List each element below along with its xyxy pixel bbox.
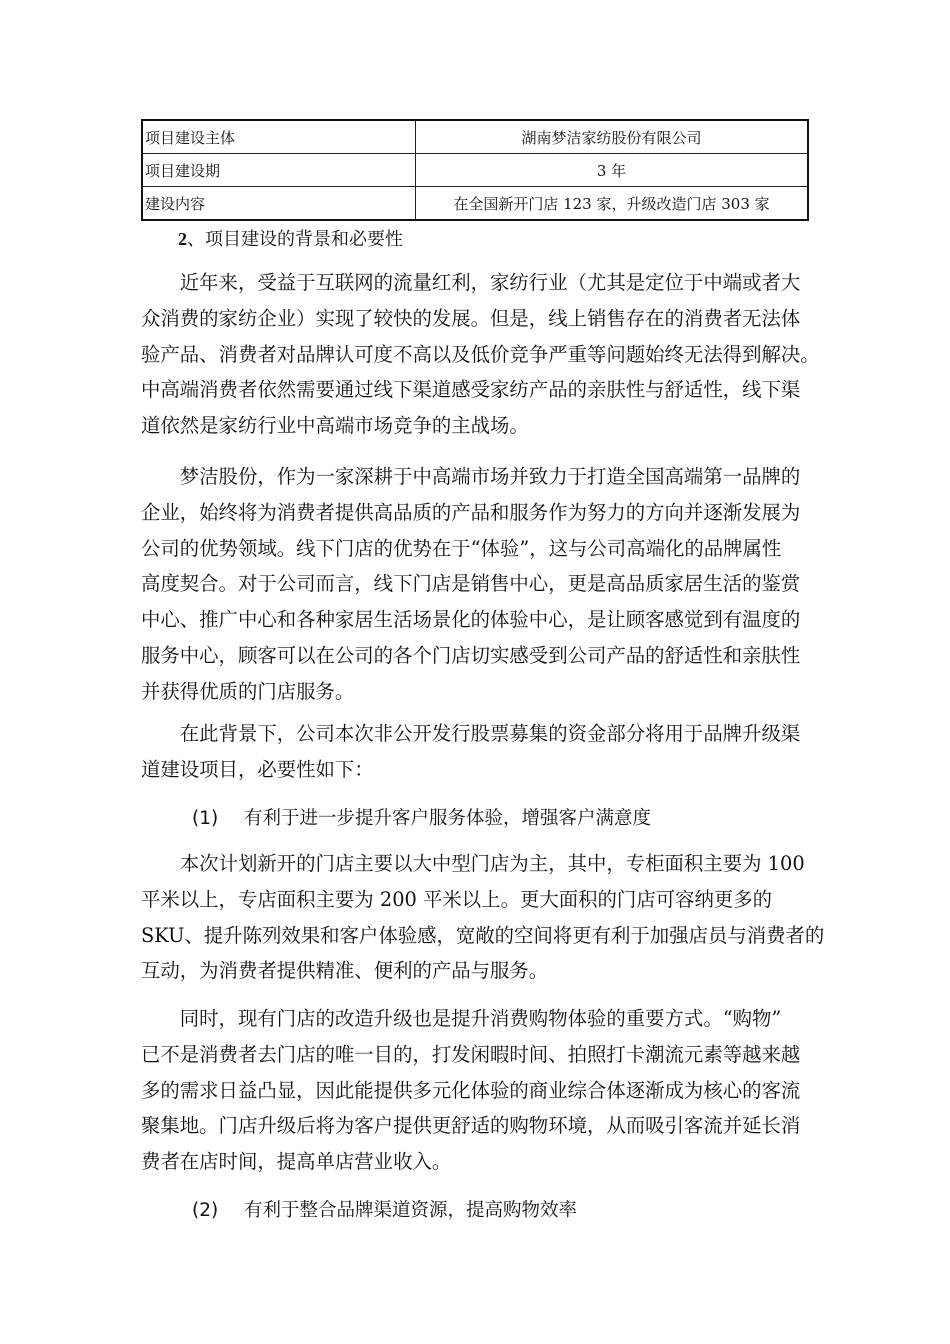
paragraph-line: 梦洁股份，作为一家深耕于中高端市场并致力于打造全国高端第一品牌的 <box>141 465 801 488</box>
row-value: 湖南梦洁家纺股份有限公司 <box>416 120 809 154</box>
subheading-text: 有利于进一步提升客户服务体验，增强客户满意度 <box>244 808 652 829</box>
subheading-number: (1) <box>192 808 219 829</box>
paragraph-line: 中心、推广中心和各种家居生活场景化的体验中心，是让顾客感觉到有温度的 <box>141 608 801 632</box>
paragraph-line: 同时，现有门店的改造升级也是提升消费购物体验的重要方式。“购物” <box>141 1007 782 1030</box>
row-label: 建设内容 <box>142 187 416 221</box>
project-info-table <box>141 119 809 221</box>
paragraph-line: 众消费的家纺企业）实现了较快的发展。但是，线上销售存在的消费者无法体 <box>141 306 801 330</box>
section-heading <box>178 225 403 251</box>
row-label: 项目建设期 <box>142 154 416 187</box>
paragraph <box>141 459 800 710</box>
paragraph <box>141 265 820 444</box>
paragraph <box>141 846 824 989</box>
paragraph-line: 并获得优质的门店服务。 <box>141 679 355 703</box>
paragraph-line: 多的需求日益凸显，因此能提供多元化体验的商业综合体逐渐成为核心的客流 <box>141 1078 801 1102</box>
subheading-number: (2) <box>192 1200 219 1221</box>
paragraph-line: 已不是消费者去门店的唯一目的，打发闲暇时间、拍照打卡潮流元素等越来越 <box>141 1042 801 1066</box>
paragraph-line: 公司的优势领域。线下门店的优势在于“体验”，这与公司高端化的品牌属性 <box>141 536 782 560</box>
paragraph <box>141 716 800 788</box>
paragraph-line: 互动，为消费者提供精准、便利的产品与服务。 <box>141 959 549 983</box>
table-row <box>142 120 808 154</box>
row-value: 在全国新开门店 123 家，升级改造门店 303 家 <box>416 187 809 221</box>
paragraph-line: 在此背景下，公司本次非公开发行股票募集的资金部分将用于品牌升级渠 <box>141 722 801 745</box>
paragraph-line: 服务中心，顾客可以在公司的各个门店切实感受到公司产品的舒适性和亲肤性 <box>141 643 801 667</box>
subheading-text: 有利于整合品牌渠道资源，提高购物效率 <box>244 1200 578 1221</box>
table-row <box>142 187 808 221</box>
paragraph-line: 本次计划新开的门店主要以大中型门店为主，其中，专柜面积主要为 100 <box>141 852 805 875</box>
paragraph-line: 聚集地。门店升级后将为客户提供更舒适的购物环境，从而吸引客流并延长消 <box>141 1114 801 1138</box>
subheading <box>192 804 651 830</box>
paragraph-line: 验产品、消费者对品牌认可度不高以及低价竞争严重等问题始终无法得到解决。 <box>141 342 820 366</box>
section-title: 、项目建设的背景和必要性 <box>187 229 403 250</box>
paragraph-line: 费者在店时间，提高单店营业收入。 <box>141 1150 452 1174</box>
subheading <box>192 1196 577 1222</box>
paragraph-line: 道依然是家纺行业中高端市场竞争的主战场。 <box>141 414 529 438</box>
paragraph <box>141 1001 800 1180</box>
section-number: 2 <box>178 229 187 249</box>
paragraph-line: 中高端消费者依然需要通过线下渠道感受家纺产品的亲肤性与舒适性，线下渠 <box>141 378 801 402</box>
table-row <box>142 154 808 187</box>
paragraph-line: SKU、提升陈列效果和客户体验感，宽敞的空间将更有利于加强店员与消费者的 <box>141 923 825 947</box>
paragraph-line: 近年来，受益于互联网的流量红利，家纺行业（尤其是定位于中端或者大 <box>141 271 801 294</box>
paragraph-line: 道建设项目，必要性如下： <box>141 757 374 781</box>
paragraph-line: 企业，始终将为消费者提供高品质的产品和服务作为努力的方向并逐渐发展为 <box>141 500 801 524</box>
paragraph-line: 高度契合。对于公司而言，线下门店是销售中心，更是高品质家居生活的鉴赏 <box>141 572 801 596</box>
row-label: 项目建设主体 <box>142 120 416 154</box>
row-value: 3 年 <box>416 154 809 187</box>
paragraph-line: 平米以上，专店面积主要为 200 平米以上。更大面积的门店可容纳更多的 <box>141 887 773 911</box>
